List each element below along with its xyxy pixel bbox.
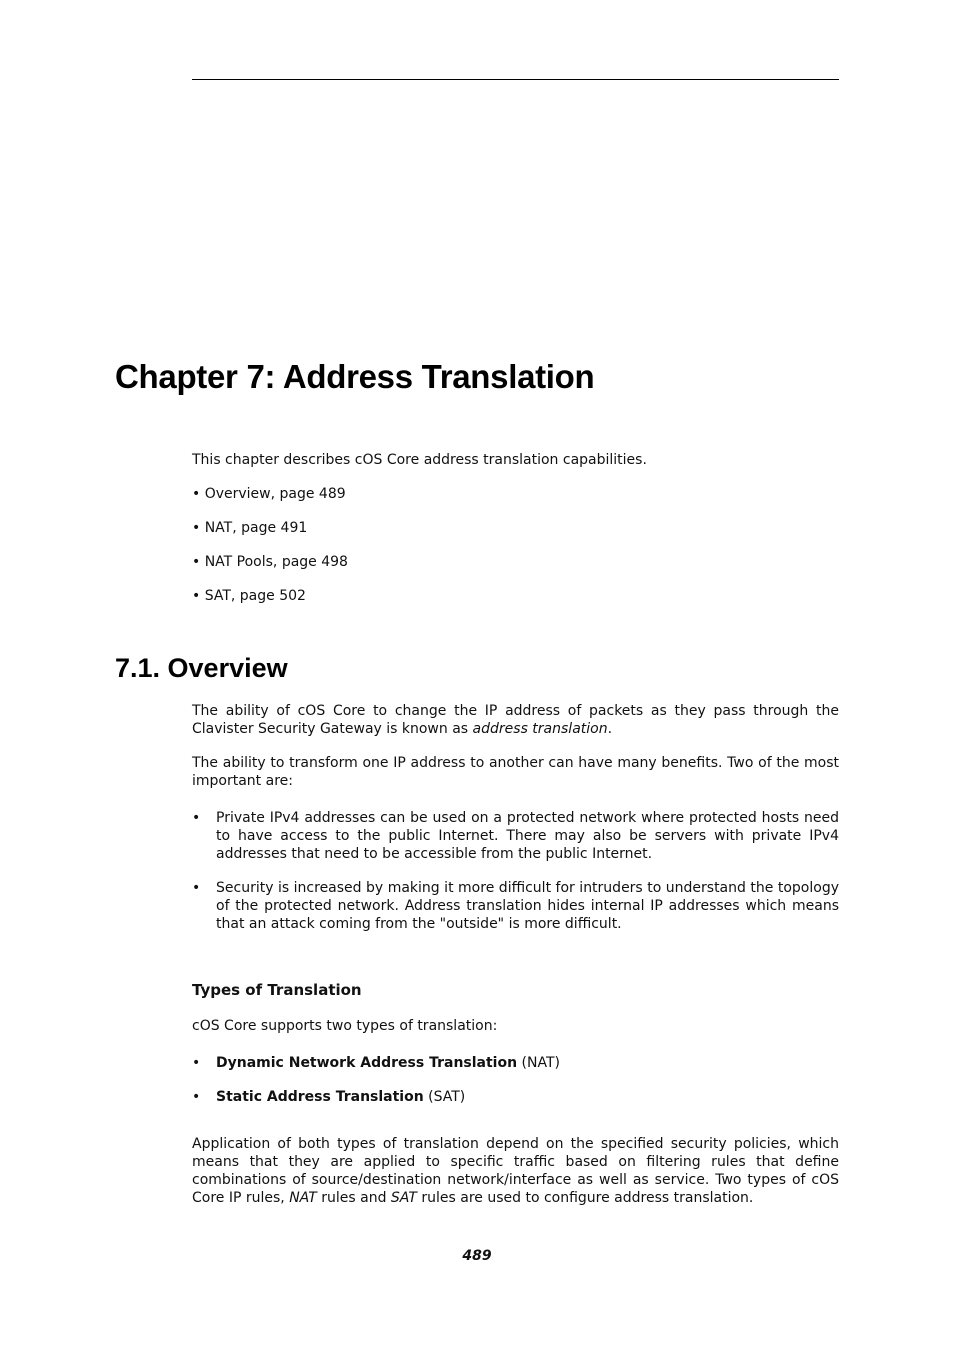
page-number: 489: [462, 1248, 492, 1264]
closing-text-2: rules and: [316, 1190, 391, 1206]
type-text: [216, 1054, 839, 1072]
toc-entry-nat[interactable]: • NAT, page 491: [192, 520, 308, 536]
overview-paragraph-2: The ability to transform one IP address to another can have many benefits. Two of the most important are:: [192, 755, 839, 789]
benefit-item-security: [192, 879, 839, 933]
section-title: 7.1. Overview: [115, 653, 288, 683]
types-heading: Types of Translation: [192, 981, 362, 999]
nat-term: NAT: [289, 1190, 317, 1206]
bullet-mark: •: [192, 880, 201, 896]
types-intro: cOS Core supports two types of translation:: [192, 1018, 498, 1034]
type-name: Dynamic Network Address Translation: [216, 1055, 518, 1071]
benefit-text: Security is increased by making it more difficult for intruders to understand the topology of the protected network. Address translation hides internal IP addresses which means that an attack coming from the "outside" is more difficult.: [216, 880, 839, 932]
toc-entry-nat-pools[interactable]: • NAT Pools, page 498: [192, 554, 348, 570]
overview-paragraph-1: [192, 702, 839, 738]
bullet-mark: •: [192, 810, 201, 826]
type-text: [216, 1088, 839, 1106]
types-closing-paragraph: [192, 1135, 839, 1207]
chapter-title: Chapter 7: Address Translation: [115, 358, 595, 395]
closing-text-3: rules are used to configure address translation.: [416, 1190, 754, 1206]
chapter-intro: This chapter describes cOS Core address translation capabilities.: [192, 452, 647, 468]
type-name: Static Address Translation: [216, 1089, 424, 1105]
toc-entry-overview[interactable]: • Overview, page 489: [192, 486, 346, 502]
closing-text-1: Application of both types of translation depend on the specified security policies, which means that they are applied to specific traffic based on filtering rules that define combinations of source/destination network/interface as well as service. Two types of cOS Core IP rules,: [192, 1136, 839, 1206]
header-rule: [192, 79, 839, 80]
benefit-item-private-ipv4: [192, 809, 839, 863]
bullet-mark: •: [192, 1089, 201, 1105]
overview-p1-text: The ability of cOS Core to change the IP address of packets as they pass through the Clavister Security Gateway is known as: [192, 703, 839, 737]
sat-term: SAT: [390, 1190, 417, 1206]
benefit-text: Private IPv4 addresses can be used on a protected network where protected hosts need to have access to the public Internet. There may also be servers with private IPv4 addresses that need to be accessible from the public Internet.: [216, 810, 839, 862]
bullet-mark: •: [192, 1055, 201, 1071]
type-abbrev: (NAT): [517, 1055, 560, 1071]
toc-entry-sat[interactable]: • SAT, page 502: [192, 588, 306, 604]
address-translation-term: address translation: [472, 721, 608, 737]
type-item-sat: [192, 1088, 839, 1106]
type-abbrev: (SAT): [423, 1089, 466, 1105]
overview-p1-end: .: [607, 721, 613, 737]
type-item-nat: [192, 1054, 839, 1072]
